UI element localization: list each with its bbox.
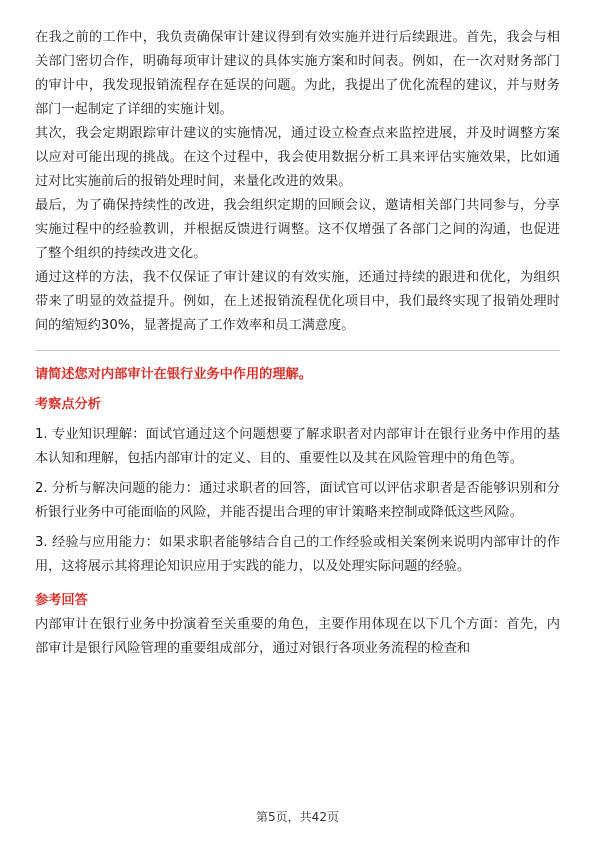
question-heading: 请简述您对内部审计在银行业务中作用的理解。 — [35, 367, 312, 382]
section-divider — [35, 350, 560, 351]
analysis-item-2: 2. 分析与解决问题的能力：通过求职者的回答，面试官可以评估求职者是否能够识别和分析银行业务中可能面临的风险，并能否提出合理的审计策略来控制或降低这些风险。 — [35, 481, 560, 520]
analysis-item-3: 3. 经验与应用能力：如果求职者能够结合自己的工作经验或相关案例来说明内部审计的作用，这将展示其将理论知识应用于实践的能力，以及处理实际问题的经验。 — [35, 535, 560, 574]
page-content — [35, 26, 560, 661]
answer-paragraph-1: 在我之前的工作中，我负责确保审计建议得到有效实施并进行后续跟进。首先，我会与相关部门密切合作，明确每项审计建议的具体实施方案和时间表。例如，在一次对财务部门的审计中，我发现报销流程存在延误的问题。为此，我提出了优化流程的建议，并与财务部门一起制定了详细的实施计划。 — [35, 30, 560, 117]
analysis-title: 考察点分析 — [35, 397, 101, 412]
answer-paragraph-3: 最后，为了确保持续性的改进，我会组织定期的回顾会议，邀请相关部门共同参与，分享实施过程中的经验教训，并根据反馈进行调整。这不仅增强了各部门之间的沟通，也促进了整个组织的持续改进文化。 — [35, 198, 560, 261]
answer-paragraph-4: 通过这样的方法，我不仅保证了审计建议的有效实施，还通过持续的跟进和优化，为组织带来了明显的效益提升。例如，在上述报销流程优化项目中，我们最终实现了报销处理时间的缩短约30%，显著提高了工作效率和员工满意度。 — [35, 270, 560, 333]
answer-paragraph-2: 其次，我会定期跟踪审计建议的实施情况，通过设立检查点来监控进展，并及时调整方案以应对可能出现的挑战。在这个过程中，我会使用数据分析工具来评估实施效果，比如通过对比实施前后的报销处理时间，来量化改进的效果。 — [35, 126, 560, 189]
reference-answer: 内部审计在银行业务中扮演着至关重要的角色，主要作用体现在以下几个方面：首先，内部审计是银行风险管理的重要组成部分，通过对银行各项业务流程的检查和 — [35, 617, 560, 656]
page-footer: 第5页，共42页 — [256, 810, 339, 824]
reference-title: 参考回答 — [35, 593, 88, 608]
analysis-item-1: 1. 专业知识理解：面试官通过这个问题想要了解求职者对内部审计在银行业务中作用的基本认知和理解，包括内部审计的定义、目的、重要性以及其在风险管理中的角色等。 — [35, 427, 560, 466]
